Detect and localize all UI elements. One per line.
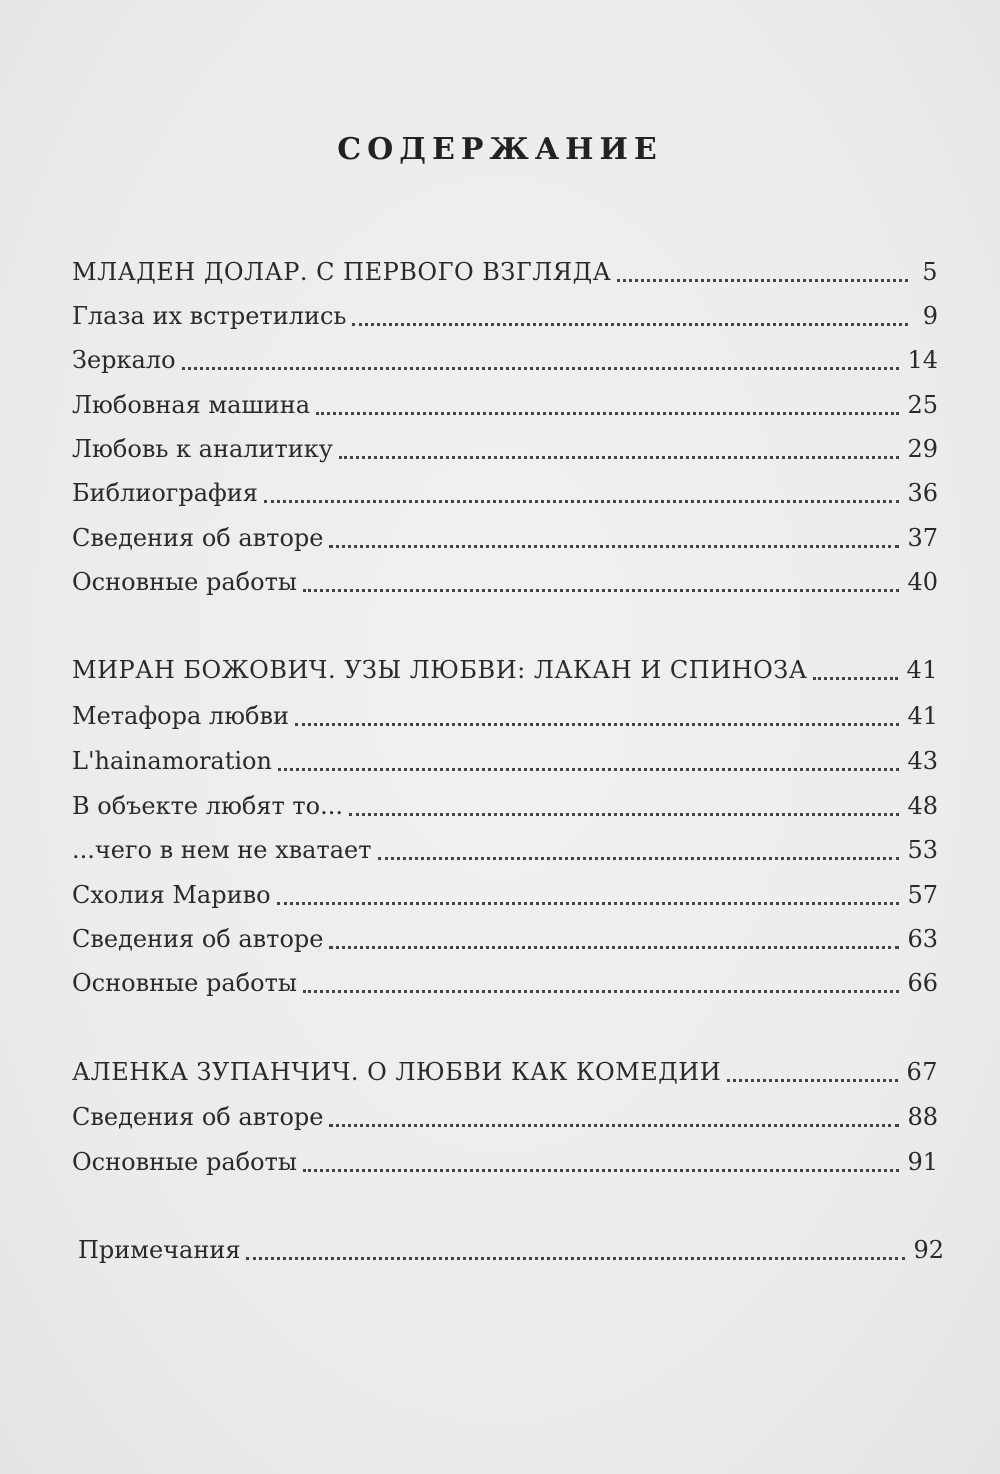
toc-page-number: 63 [907,925,938,953]
toc-entry[interactable] [72,296,938,336]
toc-entry-text: Сведения об авторе [72,925,324,953]
toc-entry[interactable] [72,830,938,870]
toc-page-number: 40 [907,568,938,596]
toc-entry[interactable] [72,919,938,959]
dot-leader [316,412,899,415]
toc-entry[interactable] [72,963,938,1003]
dot-leader [727,1079,898,1082]
toc-page-number: 67 [906,1058,938,1086]
toc-page-number: 14 [907,346,938,374]
toc-entry-text: Любовь к аналитику [72,435,333,463]
toc-section-heading[interactable] [72,1052,938,1092]
toc-entry[interactable] [72,741,938,781]
dot-leader [329,545,899,548]
toc-entry-text: Любовная машина [72,391,310,419]
toc-entry[interactable] [72,385,938,425]
toc-entry-text: Основные работы [72,1148,297,1176]
dot-leader [303,990,900,993]
toc-page-number: 5 [922,258,938,286]
dot-leader [303,589,900,592]
toc-entry-text: Глаза их встретились [72,302,347,330]
toc-entry[interactable] [72,340,938,380]
toc-heading-text: МИРАН БОЖОВИЧ. УЗЫ ЛЮБВИ: ЛАКАН И СПИНОЗА [72,656,808,684]
toc-section-heading[interactable] [72,252,938,292]
dot-leader [617,279,908,282]
toc-entry-text: Зеркало [72,346,176,374]
toc-entry[interactable] [72,1097,938,1137]
toc-page-number: 41 [906,656,938,684]
toc-page-number: 57 [907,881,938,909]
toc-heading-text: АЛЕНКА ЗУПАНЧИЧ. О ЛЮБВИ КАК КОМЕДИИ [72,1058,722,1086]
dot-leader [277,902,900,905]
dot-leader [813,677,898,680]
dot-leader [278,768,899,771]
toc-page-number: 29 [907,435,938,463]
toc-entry[interactable] [72,786,938,826]
toc-entry-text: Основные работы [72,969,297,997]
dot-leader [339,456,900,459]
toc-entry-text: Библиография [72,479,258,507]
dot-leader [352,323,908,326]
toc-page-number: 53 [907,836,938,864]
toc-page-number: 25 [907,391,938,419]
toc-entry-text: В объекте любят то... [72,792,343,820]
toc-entry[interactable] [72,518,938,558]
toc-page-number: 48 [907,792,938,820]
toc-page-number: 88 [907,1103,938,1131]
dot-leader [378,857,900,860]
toc-entry-text: Метафора любви [72,702,289,730]
toc-entry[interactable] [72,875,938,915]
toc-entry-text: ...чего в нем не хватает [72,836,372,864]
dot-leader [295,723,899,726]
toc-entry-text: L'hainamoration [72,747,272,775]
toc-entry[interactable] [72,473,938,513]
toc-page-number: 9 [922,302,938,330]
toc-entry[interactable] [72,562,938,602]
dot-leader [329,946,899,949]
toc-page-number: 92 [913,1236,944,1264]
toc-entry[interactable] [72,429,938,469]
dot-leader [182,367,900,370]
toc-entry-text: Сведения об авторе [72,524,324,552]
toc-entry-text: Примечания [78,1236,241,1264]
toc-section-heading[interactable] [72,650,938,690]
toc-page-number: 41 [907,702,938,730]
dot-leader [264,500,900,503]
dot-leader [246,1257,905,1260]
toc-entry-text: Основные работы [72,568,297,596]
toc-page-number: 37 [907,524,938,552]
toc-heading-text: МЛАДЕН ДОЛАР. С ПЕРВОГО ВЗГЛЯДА [72,258,612,286]
toc-page-number: 43 [907,747,938,775]
toc-entry-text: Схолия Мариво [72,881,271,909]
toc-entry[interactable] [72,696,938,736]
dot-leader [303,1169,900,1172]
toc-page-number: 91 [907,1148,938,1176]
toc-entry[interactable] [72,1142,938,1182]
toc-page-number: 36 [907,479,938,507]
page-title: СОДЕРЖАНИЕ [337,132,663,167]
toc-entry-text: Сведения об авторе [72,1103,324,1131]
dot-leader [349,813,899,816]
dot-leader [329,1124,899,1127]
toc-page-number: 66 [907,969,938,997]
toc-notes[interactable] [78,1230,944,1270]
